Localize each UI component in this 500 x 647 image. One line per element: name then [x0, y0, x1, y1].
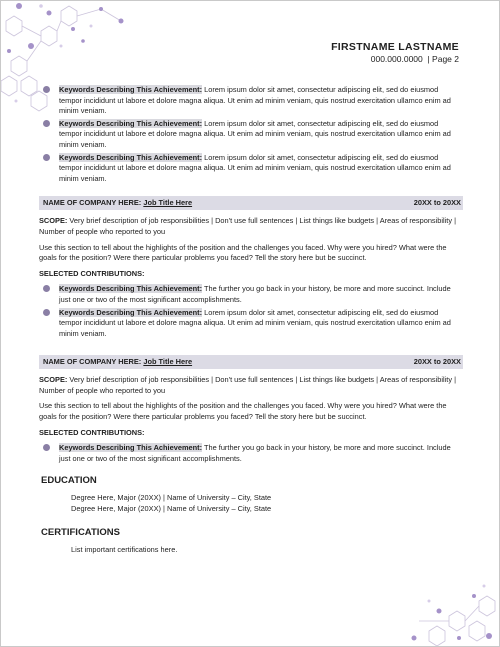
education-heading: EDUCATION	[41, 475, 97, 487]
achievement-text: Lorem ipsum dolor sit amet, consectetur adipiscing elit, sed do eiusmod tempor incididunt ut labore et dolore magna aliqua. Ut enim ad minim veniam, quis nostrud exercitation ullamco enim ad minim veniam.	[59, 307, 451, 338]
education-line: Degree Here, Major (20XX) | Name of University – City, State	[71, 503, 272, 513]
certifications-heading: CERTIFICATIONS	[41, 527, 120, 539]
contact-line	[331, 54, 459, 64]
story-paragraph: Use this section to tell about the highlights of the position and the challenges you faced. Why were you hired? What were the goals for the position? Were there particular problems you faced? Tell the story here but be succinct.	[39, 401, 447, 422]
scope-label: SCOPE:	[39, 375, 68, 385]
job-dates: 20XX to 20XX	[413, 198, 461, 208]
story-paragraph: Use this section to tell about the highlights of the position and the challenges you faced. Why were you hired? What were the goals for the position? Were there particular problems you faced? Tell the story here but be succinct.	[39, 242, 447, 263]
company-name: NAME OF COMPANY HERE:	[43, 198, 144, 208]
resume-body	[39, 85, 463, 555]
bullet-dot-icon	[43, 444, 50, 451]
phone-number: 000.000.0000	[370, 54, 423, 64]
contributions-heading: SELECTED CONTRIBUTIONS:	[39, 268, 145, 278]
scope-label: SCOPE:	[39, 216, 68, 226]
hexagon-molecule-decoration-bottom	[389, 576, 499, 646]
candidate-name: FIRSTNAME LASTNAME	[331, 41, 459, 53]
achievement-keywords: Keywords Describing This Achievement:	[59, 85, 203, 94]
achievement-keywords: Keywords Describing This Achievement:	[59, 443, 203, 453]
education-line: Degree Here, Major (20XX) | Name of University – City, State	[71, 493, 272, 503]
bullet-dot-icon	[43, 309, 50, 316]
bullet-dot-icon	[43, 285, 50, 292]
contributions-heading: SELECTED CONTRIBUTIONS:	[39, 427, 145, 437]
achievement-keywords: Keywords Describing This Achievement:	[59, 284, 203, 294]
company-name: NAME OF COMPANY HERE:	[43, 357, 144, 367]
achievement-keywords: Keywords Describing This Achievement:	[59, 118, 203, 128]
bullet-dot-icon	[43, 86, 50, 93]
bullet-dot-icon	[43, 154, 50, 161]
achievement-keywords: Keywords Describing This Achievement:	[59, 152, 203, 162]
achievement-text: The further you go back in your history, be more and more succinct. Include just one or two of the most significant accomplishments.	[59, 443, 451, 463]
achievement-bullet	[39, 153, 463, 185]
achievement-bullet	[39, 443, 463, 464]
certifications-text: List important certifications here.	[71, 544, 178, 554]
job-title: Job Title Here	[143, 198, 193, 208]
achievement-bullet	[39, 119, 463, 151]
achievement-text: The further you go back in your history, be more and more succinct. Include just one or two of the most significant accomplishments.	[59, 284, 451, 304]
scope-paragraph	[39, 375, 463, 396]
page-header	[331, 41, 459, 64]
achievement-text: Lorem ipsum dolor sit amet, consectetur adipiscing elit, sed do eiusmod tempor incididunt ut labore et dolore magna aliqua. Ut enim ad minim veniam, quis nostrud exercitation ullamco enim ad minim veniam.	[59, 152, 451, 183]
achievement-bullet	[39, 308, 463, 340]
achievement-text: Lorem ipsum dolor sit amet, consectetur adipiscing elit, sed do eiusmod tempor incididunt ut labore et dolore magna aliqua. Ut enim ad minim veniam, quis nostrud exercitation ullamco enim ad minim veniam.	[59, 118, 451, 149]
scope-paragraph	[39, 216, 463, 237]
company-header-bar	[39, 196, 463, 210]
scope-text: Very brief description of job responsibilities | Don't use full sentences | List things like budgets | Areas of responsibility | Number of people who reported to you	[39, 216, 457, 236]
company-title	[43, 196, 192, 210]
achievement-bullet	[39, 85, 463, 117]
company-header-bar	[39, 355, 463, 369]
company-title	[43, 355, 192, 369]
page-number: | Page 2	[427, 54, 459, 64]
scope-text: Very brief description of job responsibilities | Don't use full sentences | List things like budgets | Areas of responsibility | Number of people who reported to you	[39, 375, 457, 395]
achievement-keywords: Keywords Describing This Achievement:	[59, 307, 203, 317]
achievement-text: Lorem ipsum dolor sit amet, consectetur adipiscing elit, sed do eiusmod tempor incididunt ut labore et dolore magna aliqua. Ut enim ad minim veniam, quis nostrud exercitation ullamco enim ad minim veniam.	[59, 85, 451, 116]
achievement-bullet	[39, 284, 463, 305]
job-dates: 20XX to 20XX	[413, 357, 461, 367]
bullet-dot-icon	[43, 120, 50, 127]
job-title: Job Title Here	[143, 357, 193, 367]
